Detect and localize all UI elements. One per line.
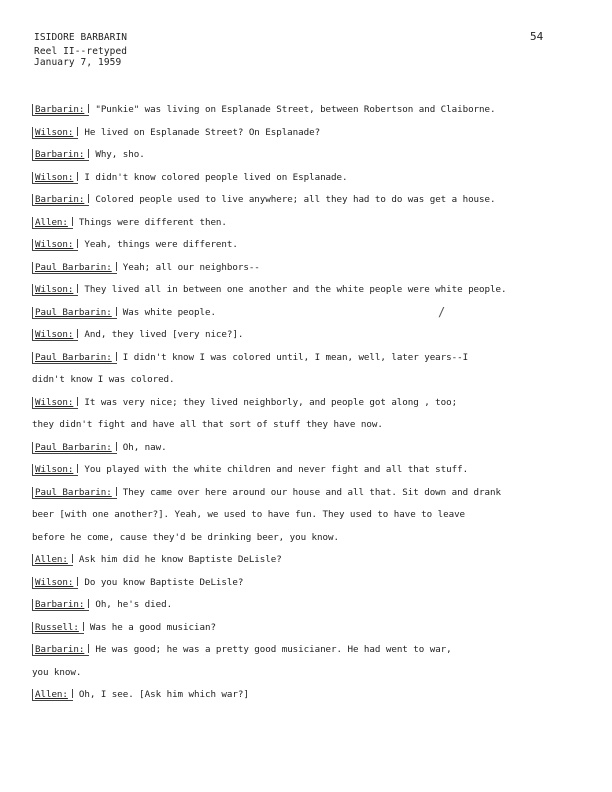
speaker-name: Wilson:	[35, 126, 74, 138]
transcript-line	[32, 644, 587, 667]
speaker-label	[32, 644, 89, 656]
speaker-label	[32, 172, 78, 184]
transcript-line	[32, 464, 587, 487]
speaker-name: Wilson:	[35, 171, 74, 183]
speaker-name: Russell:	[35, 621, 79, 633]
speech-text: Oh, he's died.	[95, 599, 173, 610]
transcript-line	[32, 532, 587, 555]
speaker-name: Paul Barbarin:	[35, 486, 112, 498]
speaker-name: Barbarin:	[35, 644, 85, 655]
speech-text: I didn't know colored people lived on Esplanade.	[84, 171, 348, 183]
speaker-label	[32, 149, 89, 161]
bracket-mark	[69, 554, 73, 563]
transcript-line	[32, 622, 587, 645]
bracket-mark	[74, 239, 78, 248]
transcript-line	[32, 284, 587, 307]
bracket-mark	[113, 262, 117, 271]
speaker-name: Allen:	[35, 689, 68, 700]
bracket-mark	[85, 104, 89, 113]
speech-text: And, they lived [very nice?].	[84, 329, 244, 340]
transcript-body	[32, 104, 587, 712]
speaker-label	[32, 689, 73, 701]
interview-date: January 7, 1959	[34, 57, 122, 68]
bracket-mark	[74, 127, 78, 136]
bracket-mark	[69, 217, 73, 226]
speech-text: He lived on Esplanade Street? On Esplanade?	[84, 126, 321, 138]
bracket-mark	[85, 194, 89, 203]
speech-text: Was white people.	[122, 306, 216, 318]
transcript-line	[32, 509, 587, 532]
speech-text: "Punkie" was living on Esplanade Street, between Robertson and Claiborne.	[95, 104, 496, 115]
speaker-label	[32, 194, 89, 206]
speech-text: you know.	[32, 666, 82, 678]
speech-text: Things were different then.	[78, 216, 227, 228]
stray-pen-mark: /	[438, 305, 446, 319]
speaker-name: Paul Barbarin:	[35, 306, 112, 318]
bracket-mark	[113, 487, 117, 496]
transcript-line	[32, 397, 587, 420]
speaker-label	[32, 577, 78, 589]
transcript-line	[32, 239, 587, 262]
speech-text: Yeah; all our neighbors--	[122, 261, 260, 273]
speaker-label	[32, 487, 117, 499]
speech-text: Colored people used to live anywhere; all they had to do was get a house.	[95, 194, 496, 205]
speech-text: Yeah, things were different.	[84, 239, 238, 250]
speaker-name: Paul Barbarin:	[35, 261, 112, 273]
transcript-line	[32, 194, 587, 217]
speaker-name: Barbarin:	[35, 149, 85, 160]
page-number: 54	[530, 30, 544, 43]
speech-text: beer [with one another?]. Yeah, we used to have fun. They used to have to leave	[32, 509, 466, 520]
bracket-mark	[85, 149, 89, 158]
speech-text: Do you know Baptiste DeLisle?	[84, 576, 244, 588]
speaker-label	[32, 622, 84, 634]
transcript-line	[32, 149, 587, 172]
speaker-name: Wilson:	[35, 239, 74, 250]
speaker-name: Wilson:	[35, 396, 74, 408]
transcript-line	[32, 442, 587, 465]
bracket-mark	[85, 644, 89, 653]
transcript-line	[32, 599, 587, 622]
speaker-name: Wilson:	[35, 464, 74, 475]
transcript-line	[32, 262, 587, 285]
speech-text: Ask him did he know Baptiste DeLisle?	[78, 554, 282, 565]
speaker-name: Paul Barbarin:	[35, 351, 112, 363]
transcript-line	[32, 104, 587, 127]
speech-text: Oh, naw.	[122, 441, 167, 453]
speaker-label	[32, 307, 117, 319]
bracket-mark	[74, 577, 78, 586]
speaker-label	[32, 239, 78, 251]
transcript-line	[32, 667, 587, 690]
transcript-line	[32, 374, 587, 397]
bracket-mark	[113, 307, 117, 316]
speech-text: They came over here around our house and all that. Sit down and drank	[122, 486, 501, 498]
speech-text: They lived all in between one another and the white people were white people.	[84, 284, 507, 295]
bracket-mark	[74, 284, 78, 293]
transcript-line	[32, 577, 587, 600]
speaker-label	[32, 554, 73, 566]
bracket-mark	[80, 622, 84, 631]
transcript-line	[32, 487, 587, 510]
speech-text: I didn't know I was colored until, I mean, well, later years--I	[122, 351, 469, 363]
interviewee-name: ISIDORE BARBARIN	[34, 32, 128, 43]
transcript-line	[32, 689, 587, 712]
speaker-name: Wilson:	[35, 284, 74, 295]
speaker-label	[32, 104, 89, 116]
speaker-label	[32, 262, 117, 274]
transcript-line	[32, 172, 587, 195]
speaker-name: Allen:	[35, 554, 68, 565]
speech-text: Oh, I see. [Ask him which war?]	[78, 689, 249, 700]
speaker-name: Paul Barbarin:	[35, 441, 112, 453]
speaker-label	[32, 442, 117, 454]
speaker-name: Wilson:	[35, 329, 74, 340]
speaker-label	[32, 329, 78, 341]
reel-label: Reel II--retyped	[34, 46, 128, 57]
transcript-line	[32, 307, 587, 330]
transcript-line	[32, 329, 587, 352]
speaker-label	[32, 127, 78, 139]
bracket-mark	[69, 689, 73, 698]
bracket-mark	[74, 464, 78, 473]
speaker-label	[32, 284, 78, 296]
bracket-mark	[113, 352, 117, 361]
speaker-name: Wilson:	[35, 576, 74, 588]
speech-text: It was very nice; they lived neighborly, and people got along , too;	[84, 396, 458, 408]
speech-text: Was he a good musician?	[89, 621, 216, 633]
transcript-line	[32, 352, 587, 375]
speaker-name: Barbarin:	[35, 599, 85, 610]
speech-text: He was good; he was a pretty good musicianer. He had went to war,	[95, 644, 452, 655]
speech-text: they didn't fight and have all that sort of stuff they have now.	[32, 419, 383, 430]
bracket-mark	[74, 172, 78, 181]
speaker-label	[32, 352, 117, 364]
transcript-line	[32, 127, 587, 150]
bracket-mark	[85, 599, 89, 608]
speech-text: before he come, cause they'd be drinking beer, you know.	[32, 531, 339, 543]
transcript-line	[32, 419, 587, 442]
speech-text: Why, sho.	[95, 149, 145, 160]
speaker-label	[32, 464, 78, 476]
speaker-name: Allen:	[35, 216, 68, 228]
speaker-label	[32, 599, 89, 611]
transcript-line	[32, 217, 587, 240]
transcript-line	[32, 554, 587, 577]
speech-text: didn't know I was colored.	[32, 374, 175, 385]
speaker-label	[32, 397, 78, 409]
bracket-mark	[74, 329, 78, 338]
speech-text: You played with the white children and never fight and all that stuff.	[84, 464, 469, 475]
bracket-mark	[74, 397, 78, 406]
bracket-mark	[113, 442, 117, 451]
speaker-name: Barbarin:	[35, 194, 85, 205]
speaker-name: Barbarin:	[35, 104, 85, 115]
speaker-label	[32, 217, 73, 229]
